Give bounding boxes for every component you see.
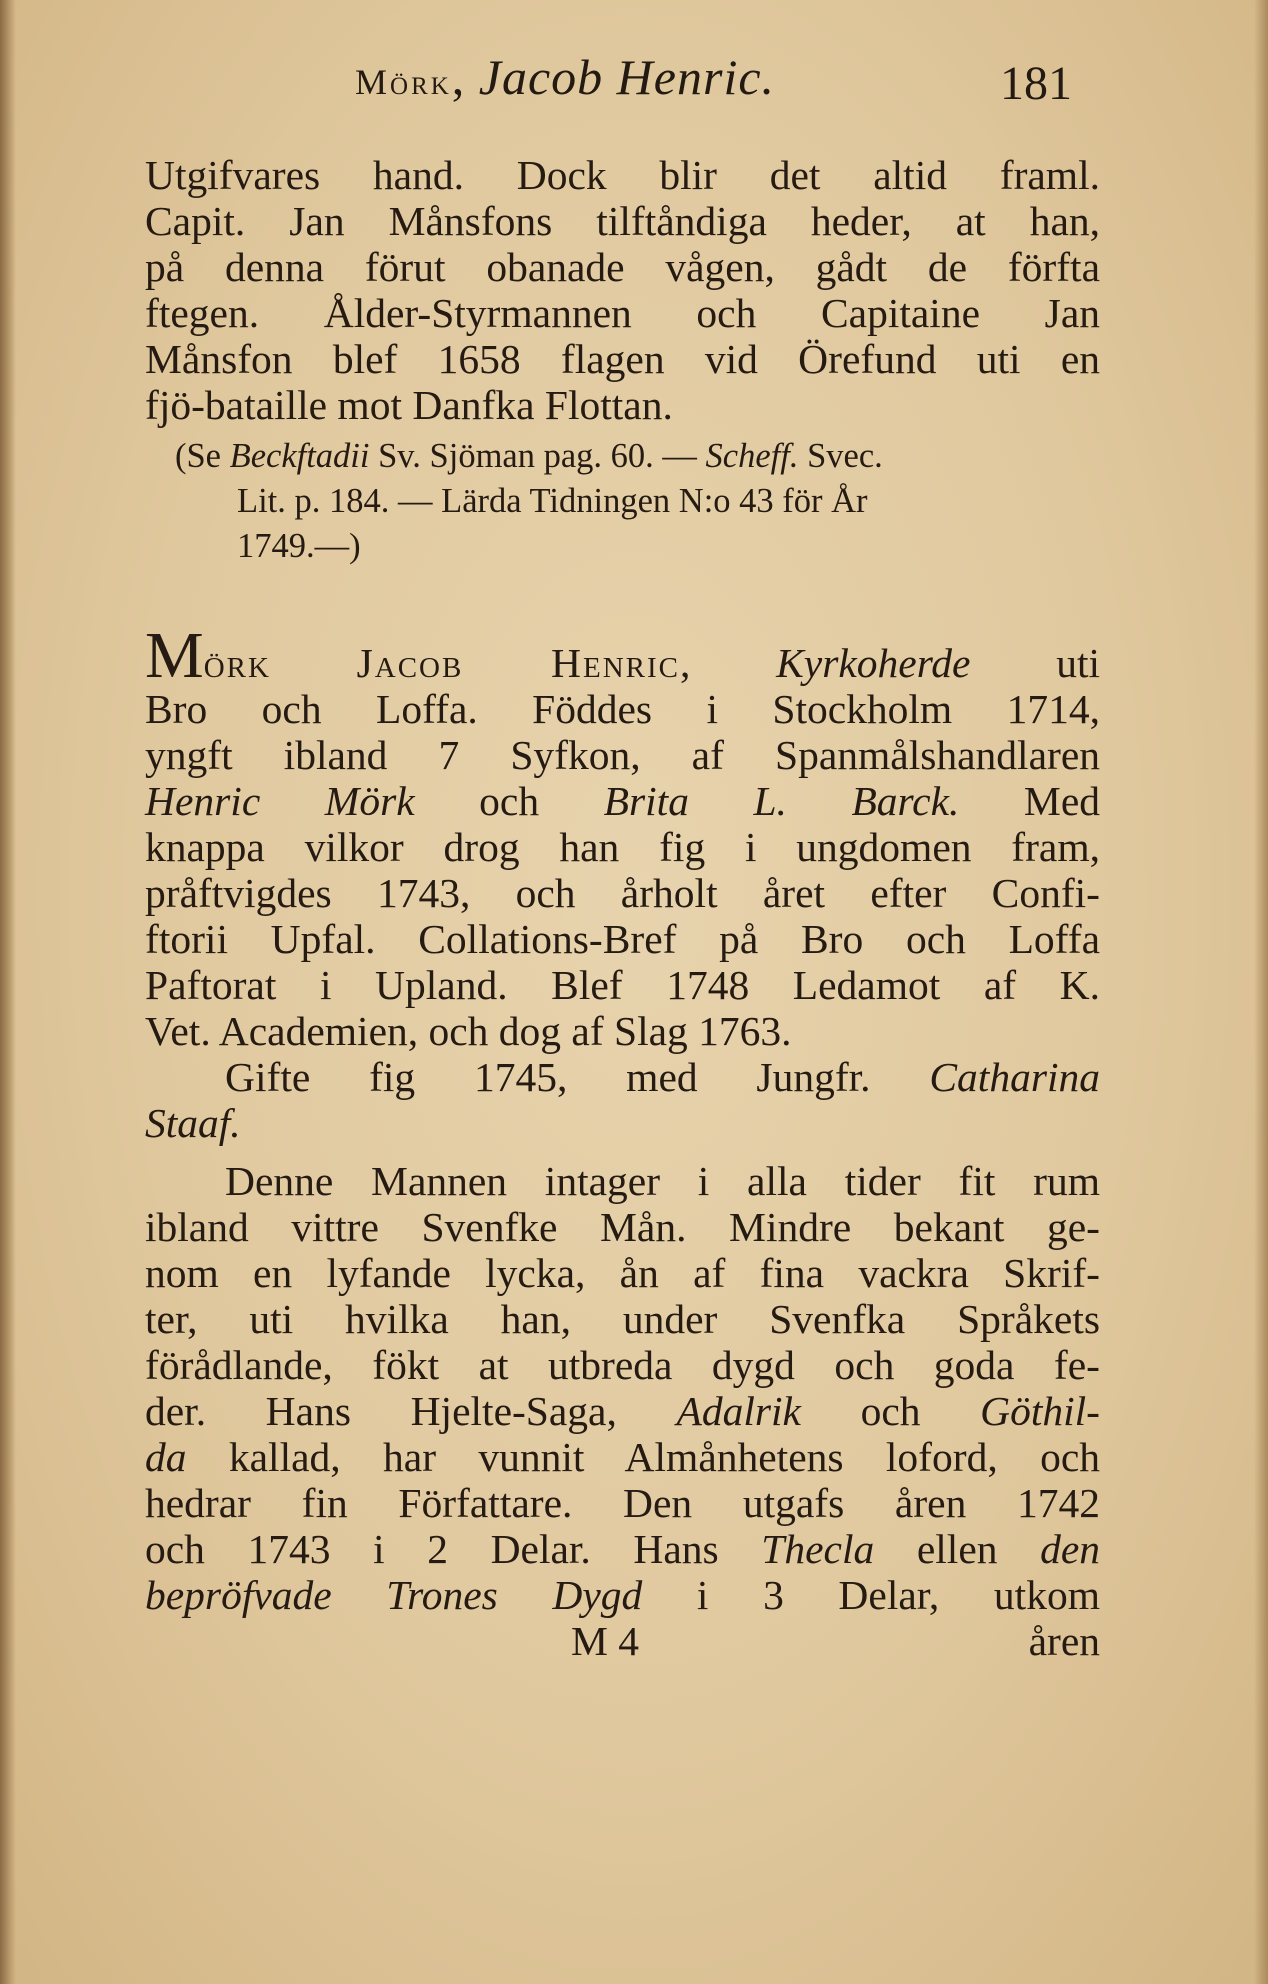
reference-line: 1749.—) bbox=[237, 527, 361, 565]
page-gutter-shadow bbox=[0, 0, 16, 1984]
work-title: Göthil- bbox=[980, 1388, 1100, 1434]
work-title: da bbox=[145, 1434, 187, 1480]
text-line: pråftvigdes 1743, och årholt året efter Confi- bbox=[145, 870, 1100, 916]
source-scheff: Scheff. bbox=[705, 437, 799, 475]
page-edge-shadow bbox=[1254, 0, 1268, 1984]
commentary-text: der. Hans Hjelte-Saga, bbox=[145, 1388, 677, 1434]
catchword: åren bbox=[1028, 1618, 1100, 1664]
text-line bbox=[145, 1100, 1100, 1146]
commentary-text: kallad, har vunnit Almånhetens loford, och bbox=[186, 1434, 1100, 1480]
text-line bbox=[145, 1434, 1100, 1480]
text-line bbox=[145, 1572, 1100, 1618]
signature-mark: M 4 bbox=[571, 1618, 640, 1664]
page-number: 181 bbox=[1000, 57, 1072, 110]
page-footer bbox=[145, 1618, 1100, 1664]
running-head bbox=[355, 48, 775, 106]
father-name: Henric Mörk bbox=[145, 778, 415, 824]
text-line: hedrar fin Författare. Den utgafs åren 1742 bbox=[145, 1480, 1100, 1526]
text-line: förådlande, fökt at utbreda dygd och goda fe- bbox=[145, 1342, 1100, 1388]
marriage-paragraph bbox=[145, 1054, 1100, 1146]
text-line: knappa vilkor drog han fig i ungdomen fram, bbox=[145, 824, 1100, 870]
bride-surname: Staaf. bbox=[145, 1100, 241, 1146]
reference-note bbox=[145, 434, 1100, 569]
text-line: Capit. Jan Månsfons tilftåndiga heder, at han, bbox=[145, 198, 1100, 244]
text-line: Denne Mannen intager i alla tider fit rum bbox=[225, 1158, 1100, 1204]
reference-open: (Se bbox=[175, 437, 230, 475]
work-title: Thecla bbox=[761, 1526, 875, 1572]
commentary-text: och bbox=[800, 1388, 981, 1434]
entry-title: Kyrkoherde bbox=[776, 640, 971, 686]
text-line bbox=[145, 1388, 1100, 1434]
marriage-text: Gifte fig 1745, med Jungfr. bbox=[225, 1054, 871, 1100]
reference-line: Lit. p. 184. — Lärda Tidningen N:o 43 för År bbox=[237, 482, 868, 520]
commentary-text: ellen bbox=[874, 1526, 1041, 1572]
text-line: Bro och Loffa. Föddes i Stockholm 1714, bbox=[145, 686, 1100, 732]
text-line: ftorii Upfal. Collations-Bref på Bro och Loffa bbox=[145, 916, 1100, 962]
reference-line bbox=[145, 434, 1100, 479]
work-title: bepröfvade Trones Dygd bbox=[145, 1572, 643, 1618]
work-title: Adalrik bbox=[676, 1388, 801, 1434]
mother-name: Brita L. Barck. bbox=[603, 778, 960, 824]
text-line bbox=[145, 1526, 1100, 1572]
text-line: Månsfon blef 1658 flagen vid Örefund uti en bbox=[145, 336, 1100, 382]
bride-first-name: Catharina bbox=[929, 1054, 1100, 1100]
text-line: Paftorat i Upland. Blef 1748 Ledamot af K. bbox=[145, 962, 1100, 1008]
text-line: på denna förut obanade vågen, gådt de förfta bbox=[145, 244, 1100, 290]
running-head-surname: Mörk bbox=[355, 62, 452, 102]
entry-surname: örk bbox=[203, 640, 271, 686]
commentary-text: och 1743 i 2 Delar. Hans bbox=[145, 1526, 762, 1572]
reference-text: Svec. bbox=[798, 437, 883, 475]
commentary-paragraph bbox=[145, 1158, 1100, 1618]
spacer bbox=[145, 1146, 1100, 1158]
source-beckstadii: Beckftadii bbox=[229, 437, 370, 475]
text-line bbox=[145, 778, 1100, 824]
text-line: ftegen. Ålder-Styrmannen och Capitaine Jan bbox=[145, 290, 1100, 336]
text-line: Vet. Academien, och dog af Slag 1763. bbox=[145, 1008, 792, 1054]
reference-text: Sv. Sjöman pag. 60. — bbox=[369, 437, 706, 475]
entry-text: uti bbox=[970, 640, 1100, 686]
running-head-given-names: Jacob Henric. bbox=[478, 49, 776, 105]
text-line: nom en lyfande lycka, ån af fina vackra Skrif- bbox=[145, 1250, 1100, 1296]
page-body bbox=[145, 152, 1100, 1664]
running-head-separator: , bbox=[451, 49, 479, 105]
text-line: ter, uti hvilka han, under Svenfka Språkets bbox=[145, 1296, 1100, 1342]
entry-text: Med bbox=[959, 778, 1100, 824]
biography-entry bbox=[145, 619, 1100, 1054]
text-line: ibland vittre Svenfke Mån. Mindre bekant ge- bbox=[145, 1204, 1100, 1250]
work-title: den bbox=[1040, 1526, 1101, 1572]
text-line bbox=[145, 1054, 1100, 1100]
entry-initial: M bbox=[145, 619, 204, 692]
entry-heading-line bbox=[145, 619, 1100, 692]
entry-text: och bbox=[414, 778, 604, 824]
paragraph-continuation bbox=[145, 152, 1100, 428]
text-line: yngft ibland 7 Syfkon, af Spanmålshandlaren bbox=[145, 732, 1100, 778]
commentary-text: i 3 Delar, utkom bbox=[642, 1572, 1100, 1618]
entry-comma: , bbox=[680, 640, 777, 686]
entry-given-names: Jacob Henric bbox=[356, 640, 681, 686]
text-line: fjö-bataille mot Danfka Flottan. bbox=[145, 382, 673, 428]
text-line: Utgifvares hand. Dock blir det altid framl. bbox=[145, 152, 1100, 198]
